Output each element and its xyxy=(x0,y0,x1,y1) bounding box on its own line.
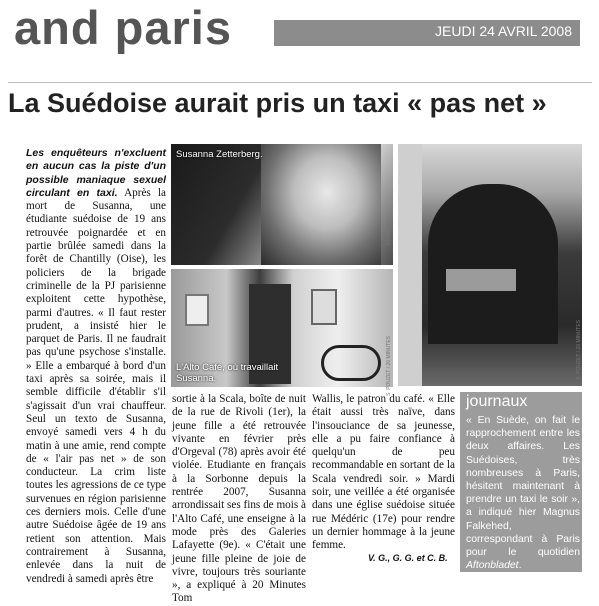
sidebar-title: journaux xyxy=(466,393,528,410)
sidebar-text xyxy=(466,414,580,572)
masthead xyxy=(0,0,599,62)
poster-shape xyxy=(185,294,209,326)
alto-cafe-caption: L'Alto Café, où travaillait Susanna. xyxy=(176,362,279,384)
sidebar-box xyxy=(460,392,582,572)
section-title: and paris xyxy=(14,1,232,54)
article-body-1: Après la mort de Susanna, une étudiante suédoise de 19 ans retrouvée poignardée et en partie brûlée samedi dans la forêt de Chantilly (Oise), les policiers de la brigade criminelle de la PJ parisienne exploitent cette hypothèse, parmi d'autres. « Il faut rester prudent, a insisté hier le parquet de Paris. Il ne faudrait pas qu'une psychose s'installe. » Elle a embarqué à bord d'un taxi après sa soirée, mais il semble difficile d'établir s'il s'agissait d'un vrai chauffeur. Seul un texto de Susanna, envoyé samedi vers 4 h du matin à une amie, rend compte de « l'air pas net » de son conducteur. La crim liste toutes les agressions de ce type survenues en région parisienne ces derniers mois. Celle d'une autre Suédoise âgée de 19 ans retient son attention. Mais contrairement à Susanna, enlevée dans la nuit de vendredi à samedi après être xyxy=(26,186,166,585)
sidebar-quote: « En Suède, on fait le rapprochement entre les deux affaires. Les Suédoises, très nombreuses à Paris, hésitent maintenant à prendre un taxi le soir », a indiqué hier Magnus Falkehed, correspondant à Paris pour le quotidien xyxy=(466,415,580,559)
scala-sign-shape xyxy=(446,269,516,291)
scala-photo xyxy=(398,144,582,386)
poster-shape xyxy=(311,289,337,325)
article-column-3 xyxy=(312,393,455,553)
photo-credit: S. POUZET / 20 MINUTES xyxy=(386,336,392,396)
article-lead: Les enquêteurs n'excluent en aucun cas la piste d'un possible maniaque sexuel circulant en taxi. xyxy=(26,147,166,199)
sidebar-text-end: . xyxy=(518,560,522,572)
date-bar xyxy=(274,20,580,46)
article-body-2: sortie à la Scala, boîte de nuit de la rue de Rivoli (1er), la jeune fille a été retrouvée vivante en février près d'Orgeval (78) après avoir été violée. Etudiante en français à la Sorbonne depuis la rentrée 2007, Susanna arrondissait ses fins de mois à l'Alto Café, une enseigne à la mode près des Galeries Lafayette (9e). « C'était une jeune fille pleine de joie de vivre, toujours très souriante », a expliqué à 20 Minutes Tom xyxy=(172,393,306,605)
arch-shape xyxy=(428,184,558,344)
publication-date: JEUDI 24 AVRIL 2008 xyxy=(435,23,572,39)
photo-credit: FRANCE 2 xyxy=(386,220,392,245)
article-column-2 xyxy=(172,393,306,605)
article-body-3: Wallis, le patron du café. « Elle était aussi très naïve, dans l'insouciance de sa jeunesse, elle a pu faire confiance à quelqu'un de peu recommandable en sortant de la Scala vendredi soir. » Mardi soir, une veillée a été organisée dans une église suédoise située rue Médéric (17e) pour rendre un dernier hommage à la jeune femme. xyxy=(312,393,455,552)
headline: La Suédoise aurait pris un taxi « pas net » xyxy=(8,88,547,118)
newspaper-name: Aftonbladet xyxy=(466,560,519,572)
photo-credit: S. POUZET / 20 MINUTES xyxy=(576,320,582,380)
article-signature: V. G., G. G. et C. B. xyxy=(368,553,448,563)
article-column-1 xyxy=(26,147,166,585)
susanna-photo-caption: Susanna Zetterberg. xyxy=(176,149,263,160)
pillar-shape xyxy=(398,144,422,386)
bicycle-shape xyxy=(321,345,381,381)
portrait-shape xyxy=(261,144,381,265)
headline-rule xyxy=(8,82,592,83)
susanna-photo xyxy=(171,144,393,265)
